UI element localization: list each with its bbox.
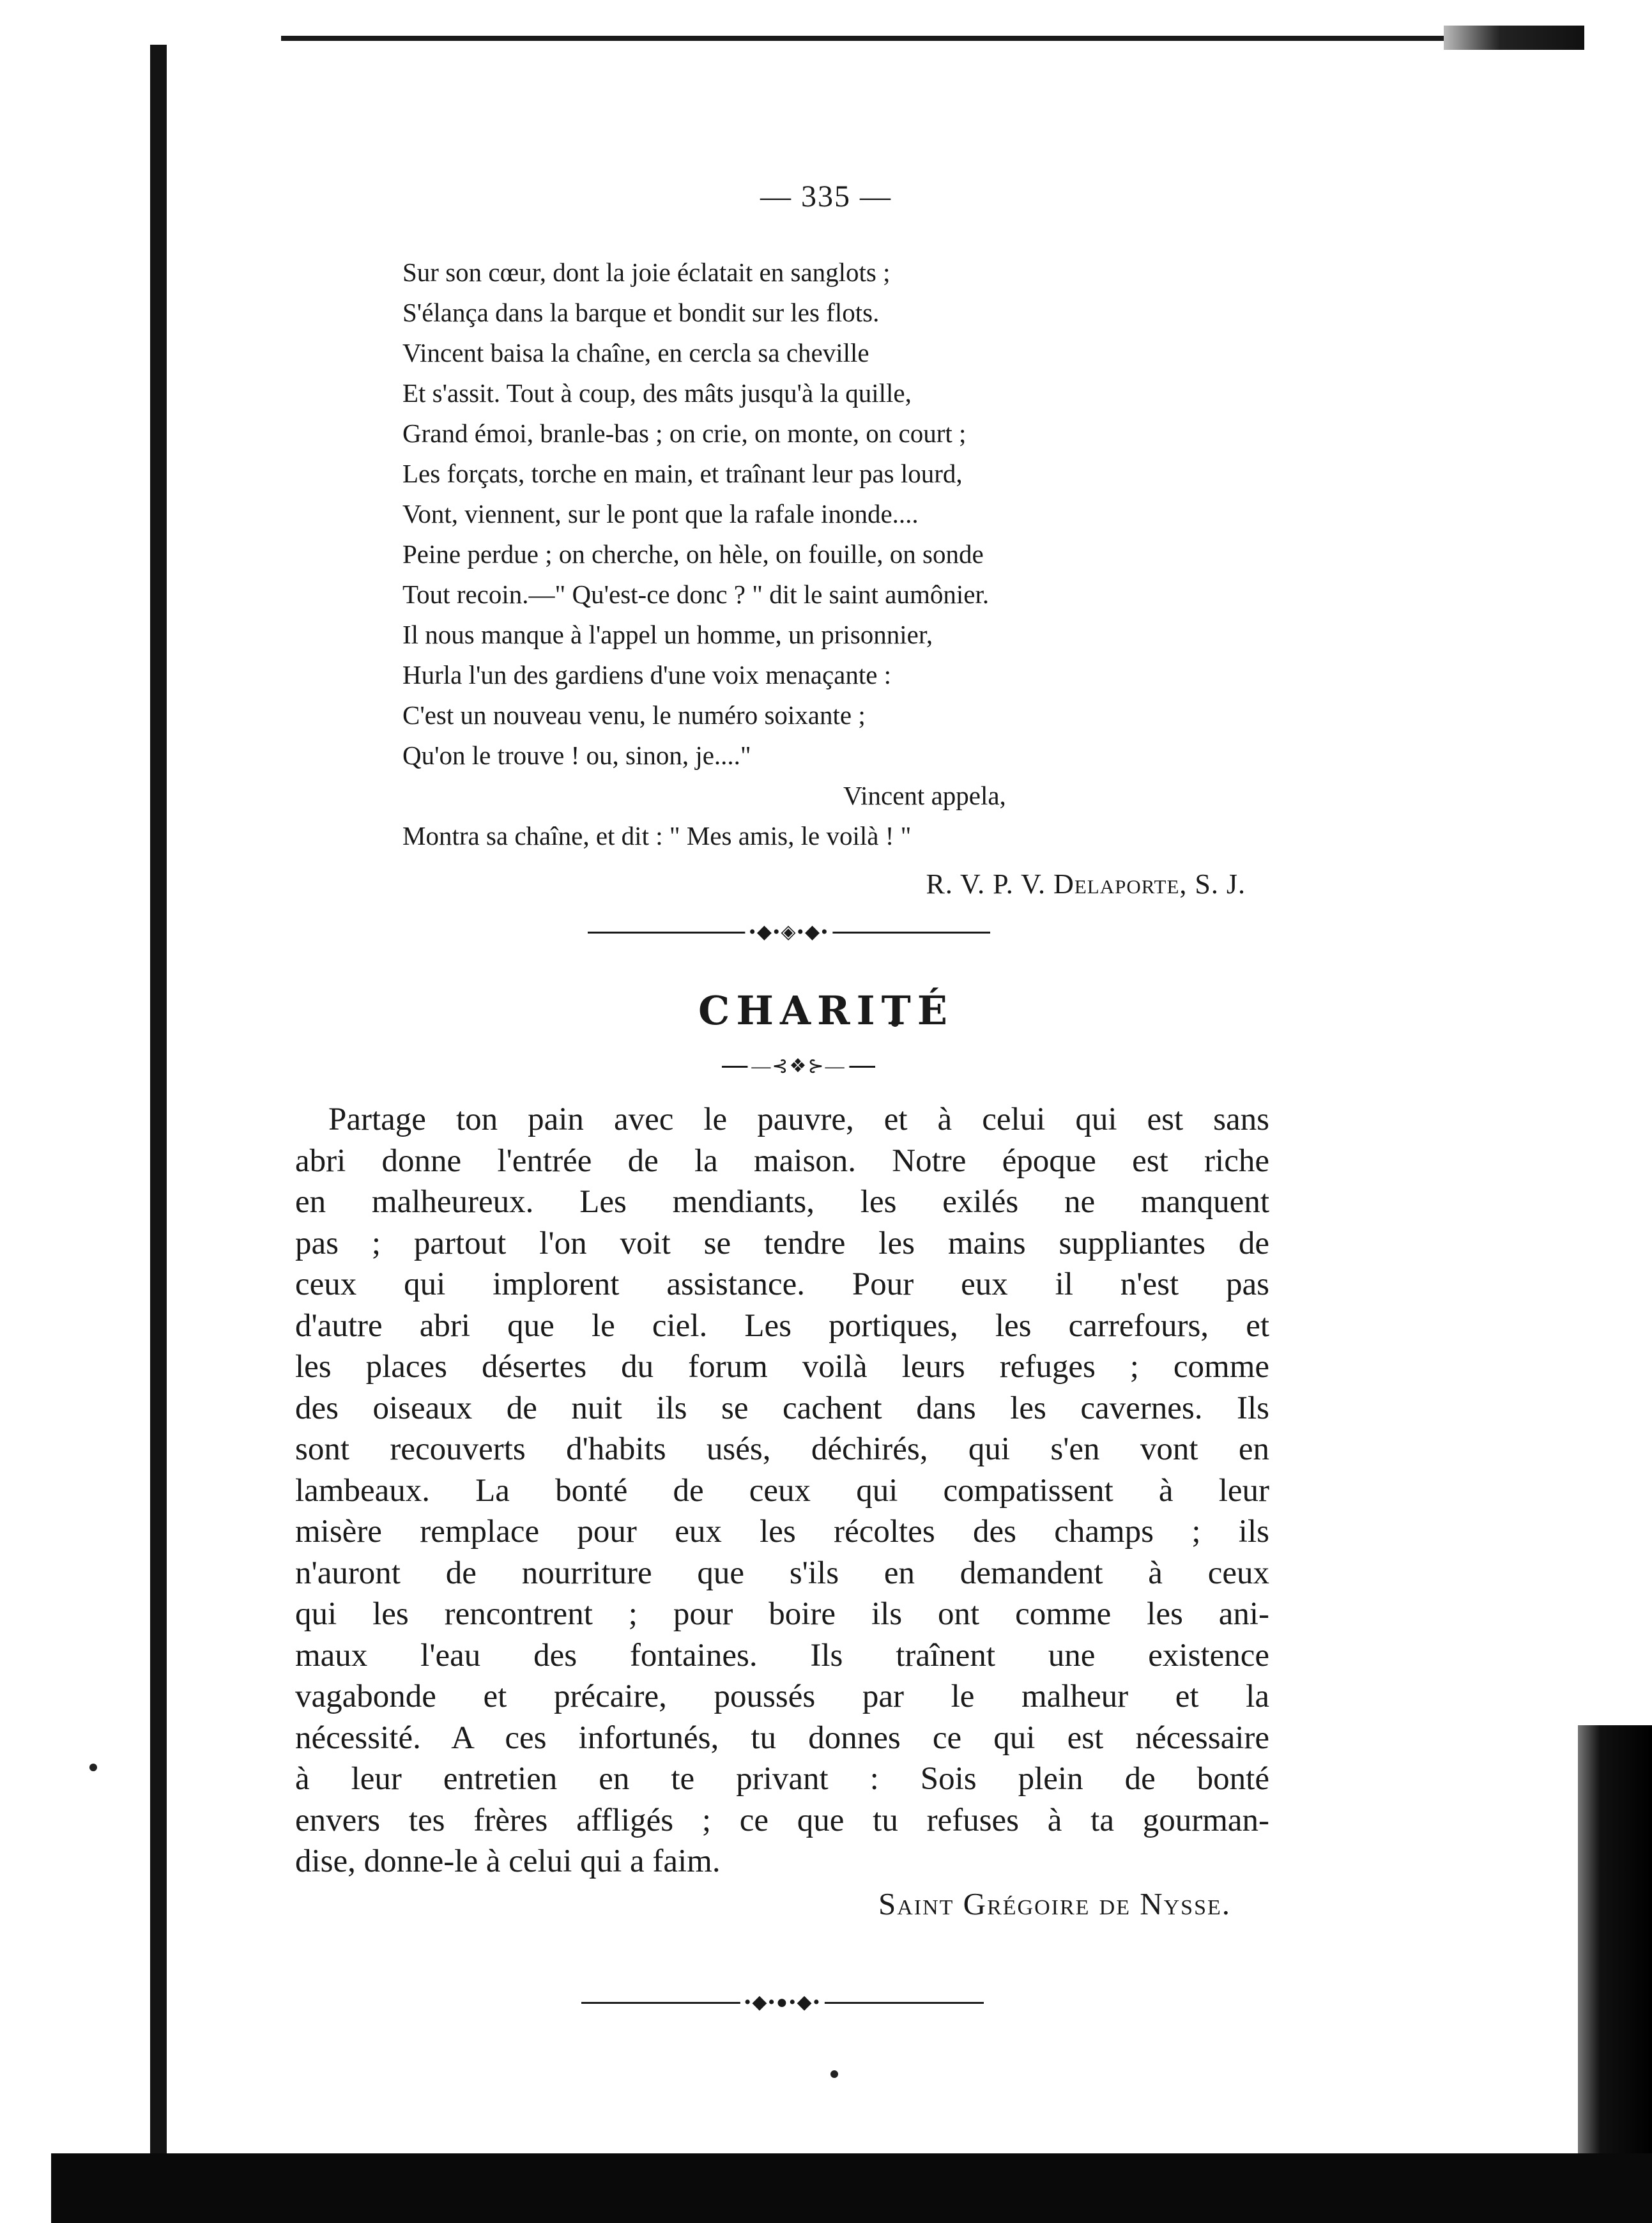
title-ornament-rule xyxy=(722,1058,875,1077)
section-title: CHARITÉ xyxy=(698,987,954,1034)
poem-line: Vincent baisa la chaîne, en cercla sa cheville xyxy=(402,338,869,367)
section-signature: Saint Grégoire de Nysse. xyxy=(878,1886,1231,1921)
paragraph-line: qui les rencontrent ; pour boire ils ont comme les ani- xyxy=(295,1596,1269,1632)
poem-line: Grand émoi, branle-bas ; on crie, on monte, on court ; xyxy=(402,419,967,448)
scan-top-shadow xyxy=(1444,26,1584,50)
scan-left-binding-edge xyxy=(150,45,167,2153)
closing-separator-ornament: •◆•●•◆• xyxy=(740,1990,825,2015)
paragraph-line: sont recouverts d'habits usés, déchirés, qui s'en vont en xyxy=(295,1431,1269,1467)
paragraph-line: Partage ton pain avec le pauvre, et à celui qui est sans xyxy=(328,1102,1269,1137)
scan-right-shadow xyxy=(1578,1725,1652,2173)
page-number: — 335 — xyxy=(760,180,892,213)
poem-line: Hurla l'un des gardiens d'une voix menaçante : xyxy=(402,660,892,689)
scan-speck xyxy=(830,2070,838,2078)
paragraph-line: misère remplace pour eux les récoltes des champs ; ils xyxy=(295,1514,1269,1550)
section-separator xyxy=(588,923,990,942)
paragraph-line: maux l'eau des fontaines. Ils traînent une existence xyxy=(295,1637,1269,1673)
paragraph-line: vagabonde et précaire, poussés par le malheur et la xyxy=(295,1679,1269,1714)
separator-ornament: •◆•◈•◆• xyxy=(745,919,832,945)
paragraph-line: pas ; partout l'on voit se tendre les mains suppliantes de xyxy=(295,1225,1269,1261)
paragraph-line: ceux qui implorent assistance. Pour eux il n'est pas xyxy=(295,1266,1269,1302)
paragraph-line: nécessité. A ces infortunés, tu donnes ce qui est nécessaire xyxy=(295,1719,1269,1756)
poem-line: Peine perdue ; on cherche, on hèle, on fouille, on sonde xyxy=(402,539,984,569)
title-ornament: —⊰❖⊱— xyxy=(747,1054,849,1079)
poem-line: Et s'assit. Tout à coup, des mâts jusqu'à la quille, xyxy=(402,378,912,408)
poem-author: R. V. P. V. Delaporte, S. J. xyxy=(926,868,1246,900)
scan-speck xyxy=(89,1764,97,1771)
paragraph-line: lambeaux. La bonté de ceux qui compatissent à leur xyxy=(295,1472,1269,1509)
poem-excerpt xyxy=(402,252,1252,904)
scan-bottom-edge xyxy=(51,2153,1652,2223)
poem-line: Il nous manque à l'appel un homme, un prisonnier, xyxy=(402,620,933,649)
paragraph-line: en malheureux. Les mendiants, les exilés ne manquent xyxy=(295,1184,1269,1220)
poem-line: Montra sa chaîne, et dit : " Mes amis, le voilà ! " xyxy=(402,821,912,850)
paragraph-line: dise, donne-le à celui qui a faim. xyxy=(295,1843,721,1879)
paragraph-line: les places désertes du forum voilà leurs refuges ; comme xyxy=(295,1349,1269,1385)
poem-line: Sur son cœur, dont la joie éclatait en sanglots ; xyxy=(402,258,891,287)
charite-paragraph xyxy=(295,1099,1269,1925)
paragraph-line: envers tes frères affligés ; ce que tu refuses à ta gourman- xyxy=(295,1802,1269,1838)
scan-top-rule xyxy=(281,36,1584,41)
poem-line: Tout recoin.—" Qu'est-ce donc ? " dit le saint aumônier. xyxy=(402,580,990,609)
poem-line: Les forçats, torche en main, et traînant leur pas lourd, xyxy=(402,459,963,488)
paragraph-line: abri donne l'entrée de la maison. Notre époque est riche xyxy=(295,1142,1269,1179)
paragraph-line: des oiseaux de nuit ils se cachent dans les cavernes. Ils xyxy=(295,1390,1269,1426)
paragraph-line: à leur entretien en te privant : Sois plein de bonté xyxy=(295,1761,1269,1797)
poem-line-indented: Vincent appela, xyxy=(843,781,1006,810)
poem-line: Vont, viennent, sur le pont que la rafale inonde.... xyxy=(402,499,919,528)
poem-line: S'élança dans la barque et bondit sur les flots. xyxy=(402,298,880,327)
closing-separator xyxy=(581,1994,984,2013)
poem-line: Qu'on le trouve ! ou, sinon, je...." xyxy=(402,741,751,770)
paragraph-line: n'auront de nourriture que s'ils en demandent à ceux xyxy=(295,1555,1269,1591)
paragraph-line: d'autre abri que le ciel. Les portiques, les carrefours, et xyxy=(295,1307,1269,1344)
poem-line: C'est un nouveau venu, le numéro soixante ; xyxy=(402,700,866,730)
